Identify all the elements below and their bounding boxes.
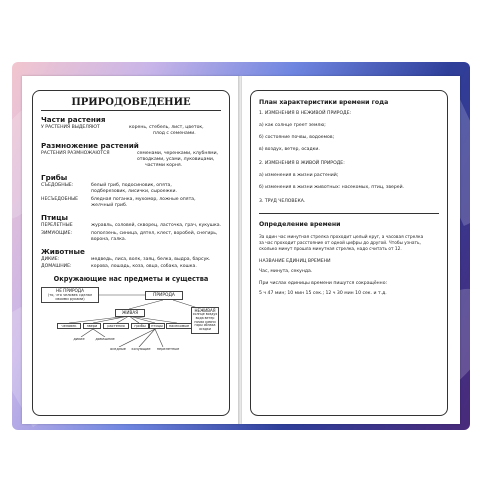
nonliving-label: НЕЖИВАЯ bbox=[194, 308, 216, 313]
nature-diagram-lines bbox=[33, 91, 229, 415]
section-text: подберезовик, лисички, сыроежки. bbox=[91, 189, 177, 194]
nomadic-label: кочующие bbox=[129, 347, 153, 351]
section-text: корень, стебель, лист, цветок, bbox=[129, 125, 204, 130]
plan-subitem: б) изменения в жизни животных: насекомых, птиц, зверей. bbox=[259, 185, 405, 190]
section-heading: Размножение растений bbox=[41, 141, 139, 150]
nonliving-box bbox=[191, 307, 219, 334]
living-box: ЖИВАЯ bbox=[115, 309, 145, 317]
section-text: поползень, синица, дятел, клест, воробей, снегирь, bbox=[91, 231, 218, 236]
section-text: плод с семенами. bbox=[153, 131, 196, 136]
plants-box: растения bbox=[103, 323, 129, 329]
time-heading: Определение времени bbox=[259, 221, 341, 228]
section-text: бледная поганка, мухомор, ложные опята, bbox=[91, 197, 196, 202]
nonliving-note: солнце воздух вода ветер почва камни горы облака осадки bbox=[192, 312, 218, 332]
section-text: медведь, лиса, волк, заяц, белка, выдра, барсук. bbox=[91, 257, 211, 262]
time-text: За один час минутная стрелка проходит целый круг, а часовая стрелка bbox=[259, 235, 424, 240]
human-box: человек bbox=[57, 323, 81, 329]
section-heading: Животные bbox=[41, 247, 85, 256]
section-text: желчный гриб. bbox=[91, 203, 128, 208]
section-text: корова, лошадь, коза, овца, собака, кошка. bbox=[91, 264, 197, 269]
plan-item: 1. ИЗМЕНЕНИЯ В НЕЖИВОЙ ПРИРОДЕ: bbox=[259, 111, 352, 116]
section-label: СЪЕДОБНЫЕ: bbox=[41, 183, 74, 188]
section-divider bbox=[259, 213, 439, 214]
section-label: НЕСЪЕДОБНЫЕ bbox=[41, 197, 79, 202]
animals-box: звери bbox=[83, 323, 101, 329]
units-text: Час, минута, секунда. bbox=[259, 269, 313, 274]
section-label: ДИКИЕ: bbox=[41, 257, 60, 262]
plan-subitem: а) изменения в жизни растений; bbox=[259, 173, 339, 178]
section-label: РАСТЕНИЯ РАЗМНОЖАЮТСЯ bbox=[41, 151, 110, 156]
domestic-label: домашние bbox=[93, 337, 117, 341]
section-heading: Части растения bbox=[41, 115, 106, 124]
plan-item: 3. ТРУД ЧЕЛОВЕКА. bbox=[259, 199, 306, 204]
natural-science-panel bbox=[32, 90, 230, 416]
section-text: ворона, галка. bbox=[91, 237, 127, 242]
section-label: У РАСТЕНИЯ ВЫДЕЛЯЮТ bbox=[41, 125, 100, 130]
migratory-label: перелетные bbox=[156, 347, 180, 351]
plan-subitem: а) как солнце греет землю; bbox=[259, 123, 326, 128]
seasons-time-panel bbox=[250, 90, 448, 416]
plan-subitem: б) состояние почвы, водоемов; bbox=[259, 135, 335, 140]
section-text: отводками, усами, луковицами, bbox=[137, 157, 215, 162]
birds-box: птицы bbox=[149, 323, 165, 329]
insects-box: насекомые bbox=[166, 323, 192, 329]
section-label: ЗИМУЮЩИЕ: bbox=[41, 231, 73, 236]
section-text: белый гриб, подосиновик, опята, bbox=[91, 183, 172, 188]
section-label: ПЕРЕЛЕТНЫЕ bbox=[41, 223, 73, 228]
fungi-box: грибы bbox=[131, 323, 149, 329]
units-heading: НАЗВАНИЕ ЕДИНИЦ ВРЕМЕНИ bbox=[259, 259, 331, 264]
right-page bbox=[242, 76, 460, 424]
section-text: журавль, соловей, скворец, ласточка, грач, кукушка. bbox=[91, 223, 221, 228]
abbr-intro: При числах единицы времени пишутся сокращённо: bbox=[259, 281, 388, 286]
section-text: семенами, черенками, клубнями, bbox=[137, 151, 219, 156]
wild-label: дикие bbox=[71, 337, 87, 341]
page-title: ПРИРОДОВЕДЕНИЕ bbox=[71, 97, 191, 108]
time-text: сколько минут прошла минутная стрелка, надо считать от 12. bbox=[259, 247, 402, 252]
left-page bbox=[22, 76, 240, 424]
diagram-heading: Окружающие нас предметы и существа bbox=[53, 275, 209, 283]
not-nature-box bbox=[41, 287, 99, 303]
section-heading: Птицы bbox=[41, 213, 69, 222]
abbr-example: 5 ч 47 мин; 10 мин 15 сек.; 12 ч 30 мин 10 сек. и т.д. bbox=[259, 291, 387, 296]
settled-label: оседлые bbox=[107, 347, 129, 351]
section-heading: Грибы bbox=[41, 173, 68, 182]
section-text: частями корня. bbox=[145, 163, 183, 168]
plan-item: 2. ИЗМЕНЕНИЯ В ЖИВОЙ ПРИРОДЕ: bbox=[259, 161, 345, 166]
time-text: за час проходит расстояние от одной цифры до другой. Чтобы узнать, bbox=[259, 241, 421, 246]
not-nature-note: (то, что человек сделал своими руками) bbox=[47, 293, 93, 301]
section-label: ДОМАШНИЕ: bbox=[41, 264, 72, 269]
nature-box: ПРИРОДА bbox=[145, 291, 183, 300]
plan-subitem: в) воздух, ветер, осадки. bbox=[259, 147, 320, 152]
season-plan-heading: План характеристики времени года bbox=[259, 99, 389, 106]
not-nature-label: НЕ ПРИРОДА bbox=[56, 288, 84, 293]
